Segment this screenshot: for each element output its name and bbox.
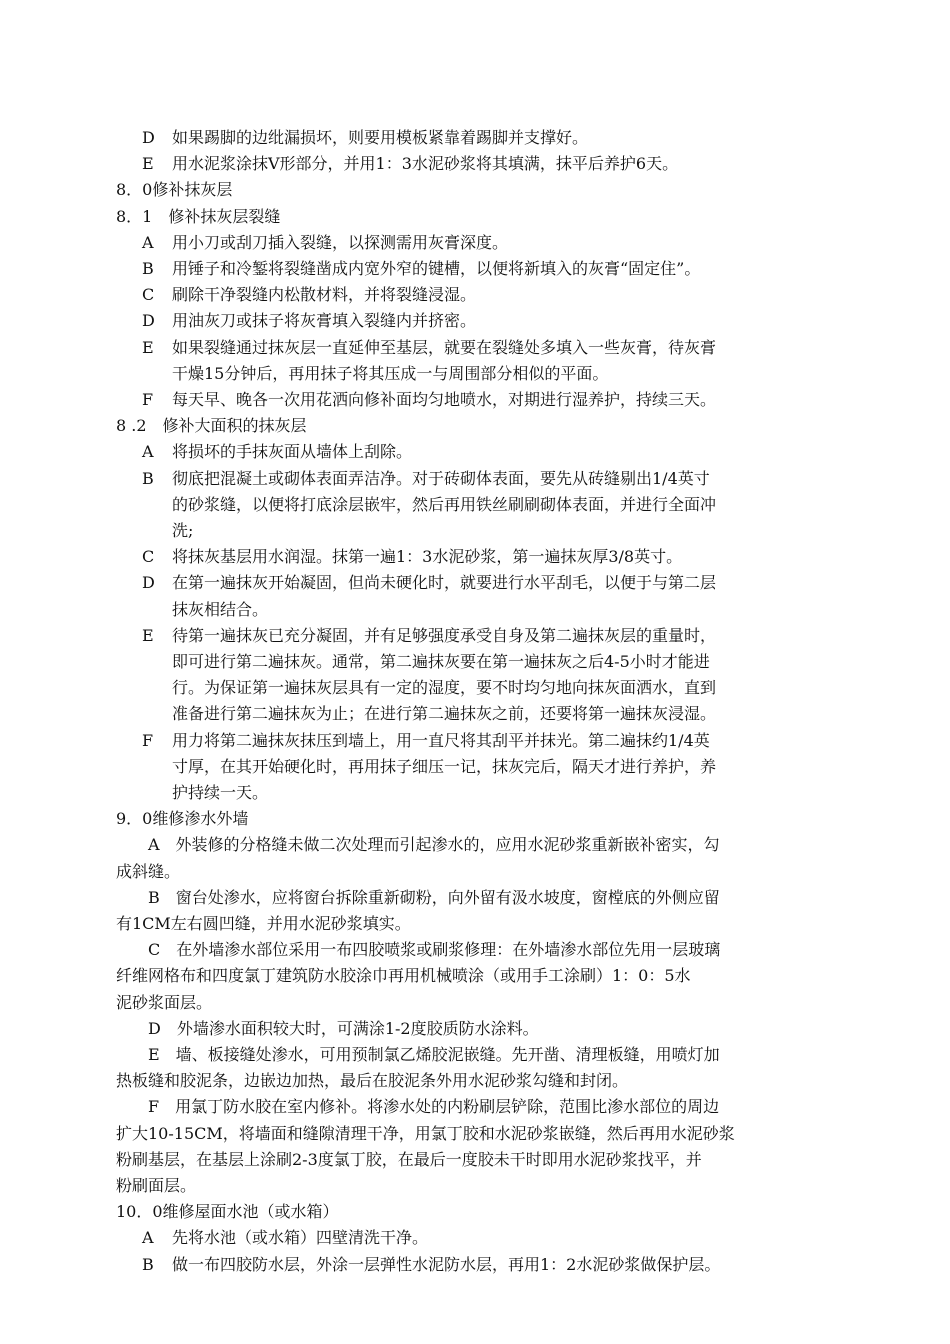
- paragraph: [116, 832, 838, 884]
- text-line: 先将水池（或水箱）四壁清洗干净。: [172, 1228, 429, 1248]
- list-item: [116, 623, 838, 728]
- section-9-paragraphs: [116, 832, 838, 1199]
- text-line: 粉刷面层。: [116, 1176, 197, 1196]
- text-line: 每天早、晚各一次用花洒向修补面均匀地喷水，对期进行湿养护，持续三天。: [172, 390, 717, 409]
- item-text: [172, 570, 838, 622]
- text-line: 寸厚，在其开始硬化时，再用抹子细压一记，抹灰完后，隔天才进行养护，养: [172, 756, 717, 776]
- paragraph: [116, 885, 838, 937]
- text-line: 准备进行第二遍抹灰为止；在进行第二遍抹灰之前，还要将第一遍抹灰浸湿。: [172, 704, 717, 724]
- document-body: [116, 125, 838, 1278]
- text-line: 有1CM左右圆凹缝，并用水泥砂浆填实。: [116, 914, 411, 934]
- text-line: 在第一遍抹灰开始凝固，但尚未硬化时，就要进行水平刮毛，以便于与第二层: [172, 573, 717, 593]
- text-line: 干燥15分钟后，再用抹子将其压成一与周围部分相似的平面。: [172, 363, 609, 383]
- item-text: [172, 1225, 838, 1251]
- text-line: 用油灰刀或抹子将灰膏填入裂缝内并挤密。: [172, 311, 477, 331]
- text-line: E 墙、板接缝处渗水，可用预制氯乙烯胶泥嵌缝。先开凿、清理板缝，用喷灯加: [148, 1045, 720, 1065]
- text-line: 彻底把混凝土或砌体表面弄洁净。对于砖砌体表面，要先从砖缝剔出1/4英寸: [172, 468, 710, 488]
- list-item: [116, 282, 838, 308]
- item-letter: A: [142, 232, 154, 252]
- text-line: 成斜缝。: [116, 861, 181, 881]
- list-item: [116, 570, 838, 622]
- item-letter: E: [142, 154, 154, 174]
- text-line: C 在外墙渗水部位采用一布四胶喷浆或刷浆修理：在外墙渗水部位先用一层玻璃: [148, 940, 721, 960]
- list-item: [116, 335, 838, 387]
- text-line: 扩大10-15CM，将墙面和缝隙清理干净，用氯丁胶和水泥砂浆嵌缝，然后再用水泥砂浆: [116, 1123, 735, 1143]
- paragraph: [116, 1094, 838, 1199]
- section-10-title: 10．0维修屋面水池（或水箱）: [116, 1202, 339, 1222]
- text-line: 将损坏的手抹灰面从墙体上刮除。: [172, 442, 413, 462]
- paragraph: [116, 1016, 838, 1042]
- item-text: [172, 282, 838, 308]
- list-item: [116, 544, 838, 570]
- item-letter: B: [142, 1254, 154, 1274]
- list-item: [116, 1225, 838, 1251]
- item-text: [172, 439, 838, 465]
- text-line: 做一布四胶防水层，外涂一层弹性水泥防水层，再用1：2水泥砂浆做保护层。: [172, 1254, 721, 1274]
- text-line: 用锤子和冷錾将裂缝凿成内宽外窄的键槽，以便将新填入的灰膏“固定住”。: [172, 258, 701, 278]
- paragraph: [116, 937, 838, 1016]
- text-line: 的砂浆缝，以便将打底涂层嵌牢，然后再用铁丝刷刷砌体表面，并进行全面冲: [172, 494, 717, 514]
- list-item: [116, 308, 838, 334]
- item-letter: E: [142, 625, 154, 645]
- item-letter: B: [142, 468, 154, 488]
- section-8-title: 8．0修补抹灰层: [116, 180, 233, 200]
- text-line: 护持续一天。: [172, 783, 269, 803]
- item-text: [172, 151, 838, 177]
- text-line: A 外装修的分格缝未做二次处理而引起渗水的，应用水泥砂浆重新嵌补密实，勾: [148, 835, 720, 855]
- section-8-2-items: [116, 439, 838, 806]
- section-8-1-items: [116, 230, 838, 413]
- text-line: 如果踢脚的边纰漏损坏，则要用模板紧靠着踢脚并支撑好。: [172, 128, 589, 147]
- item-letter: A: [142, 442, 154, 462]
- item-text: [172, 387, 838, 413]
- text-line: 用水泥浆涂抹V形部分，并用1：3水泥砂浆将其填满，抹平后养护6天。: [172, 154, 679, 174]
- text-line: 刷除干净裂缝内松散材料，并将裂缝浸湿。: [172, 285, 477, 305]
- item-letter: E: [142, 337, 154, 357]
- text-line: D 外墙渗水面积较大时，可满涂1-2度胶质防水涂料。: [148, 1018, 539, 1038]
- list-item: [116, 466, 838, 545]
- item-letter: B: [142, 258, 154, 278]
- item-text: [172, 125, 838, 151]
- list-item: [116, 1252, 838, 1278]
- item-text: [172, 1252, 838, 1278]
- section-7-items: [116, 125, 838, 177]
- list-item: [116, 151, 838, 177]
- item-text: [172, 230, 838, 256]
- text-line: 行。为保证第一遍抹灰层具有一定的湿度，要不时均匀地向抹灰面洒水，直到: [172, 678, 717, 698]
- text-line: 粉刷基层，在基层上涂刷2-3度氯丁胶，在最后一度胶未干时即用水泥砂浆找平，并: [116, 1149, 702, 1169]
- item-letter: D: [142, 128, 155, 147]
- item-text: [172, 544, 838, 570]
- item-text: [172, 256, 838, 282]
- item-letter: F: [142, 730, 154, 750]
- list-item: [116, 728, 838, 807]
- section-10-items: [116, 1225, 838, 1277]
- text-line: 待第一遍抹灰已充分凝固，并有足够强度承受自身及第二遍抹灰层的重量时，: [172, 625, 717, 645]
- item-letter: C: [142, 547, 155, 567]
- section-8-2-title: 8 .2 修补大面积的抹灰层: [116, 416, 307, 436]
- item-letter: F: [142, 390, 154, 409]
- text-line: 即可进行第二遍抹灰。通常，第二遍抹灰要在第一遍抹灰之后4-5小时才能进: [172, 652, 710, 672]
- section-8-1-title: 8．1 修补抹灰层裂缝: [116, 206, 281, 226]
- list-item: [116, 387, 838, 413]
- item-letter: A: [142, 1228, 154, 1248]
- text-line: 用小刀或刮刀插入裂缝，以探测需用灰膏深度。: [172, 232, 509, 252]
- item-letter: D: [142, 311, 155, 331]
- list-item: [116, 256, 838, 282]
- text-line: 抹灰相结合。: [172, 599, 269, 619]
- text-line: B 窗台处渗水，应将窗台拆除重新砌粉，向外留有汲水坡度，窗樘底的外侧应留: [148, 887, 720, 907]
- item-text: [172, 308, 838, 334]
- item-letter: C: [142, 285, 155, 305]
- item-text: [172, 623, 838, 728]
- section-9-title: 9．0维修渗水外墙: [116, 809, 249, 829]
- item-text: [172, 466, 838, 545]
- text-line: 用力将第二遍抹灰抹压到墙上，用一直尺将其刮平并抹光。第二遍抹约1/4英: [172, 730, 710, 750]
- list-item: [116, 230, 838, 256]
- text-line: F 用氯丁防水胶在室内修补。将渗水处的内粉刷层铲除，范围比渗水部位的周边: [148, 1097, 720, 1117]
- item-text: [172, 335, 838, 387]
- text-line: 洗;: [172, 521, 194, 540]
- paragraph: [116, 1042, 838, 1094]
- text-line: 纤维网格布和四度氯丁建筑防水胶涂巾再用机械喷涂（或用手工涂刷）1：0：5水: [116, 966, 691, 986]
- text-line: 热板缝和胶泥条，边嵌边加热，最后在胶泥条外用水泥砂浆勾缝和封闭。: [116, 1071, 629, 1091]
- item-text: [172, 728, 838, 807]
- list-item: [116, 125, 838, 151]
- text-line: 将抹灰基层用水润湿。抹第一遍1：3水泥砂浆，第一遍抹灰厚3/8英寸。: [172, 547, 683, 567]
- list-item: [116, 439, 838, 465]
- text-line: 如果裂缝通过抹灰层一直延伸至基层，就要在裂缝处多填入一些灰膏，待灰膏: [172, 337, 717, 357]
- text-line: 泥砂浆面层。: [116, 992, 213, 1012]
- item-letter: D: [142, 573, 155, 593]
